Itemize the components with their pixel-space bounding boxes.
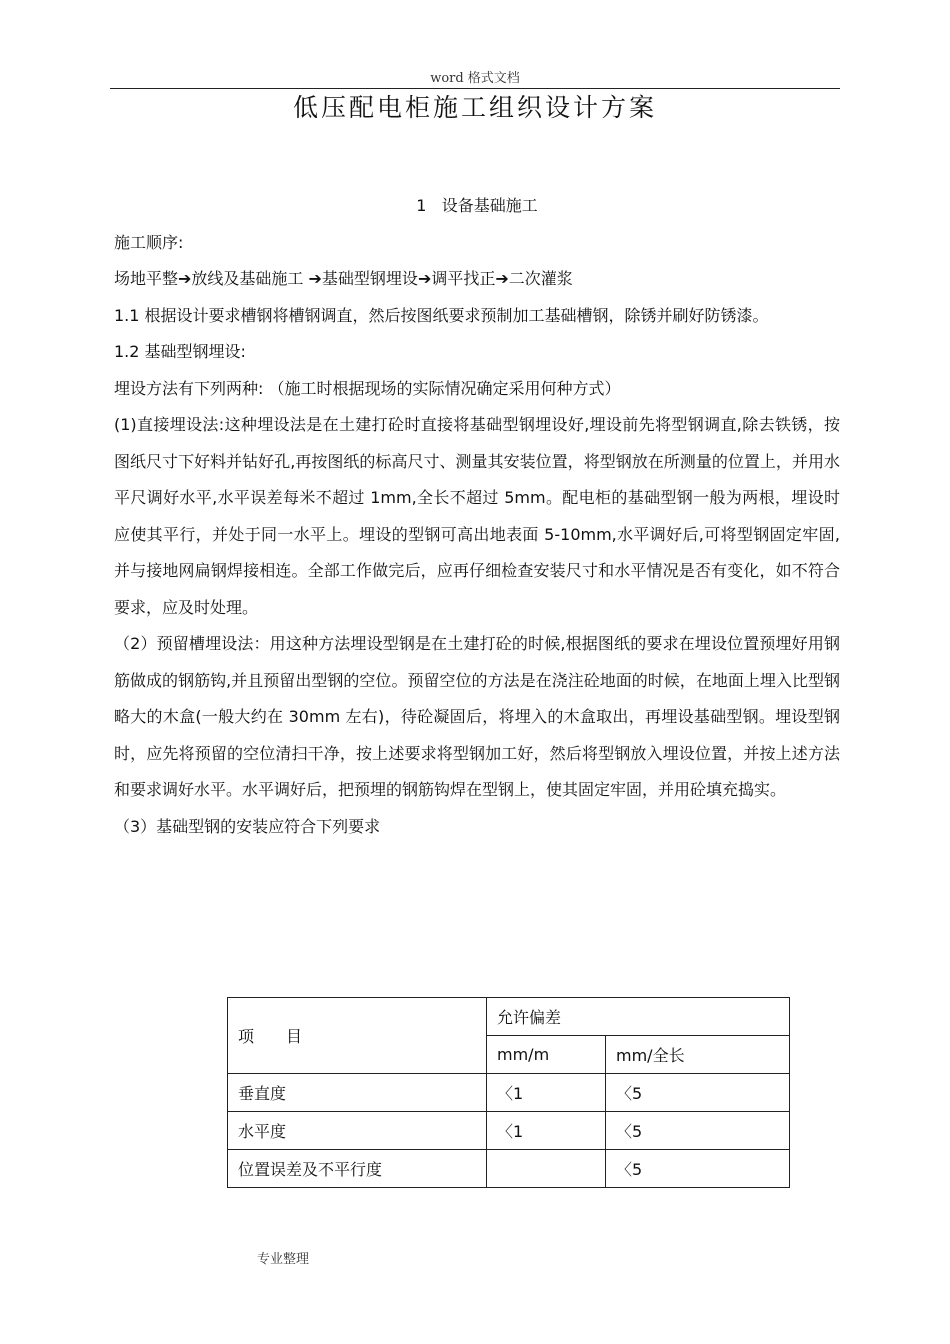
construction-steps [114,261,840,298]
item-cell: 垂直度 [228,1074,487,1112]
tolerance-header-cell: 允许偏差 [487,998,790,1036]
step-1: 场地平整 [114,269,179,288]
step-4: 调平找正 [431,269,496,288]
item-header-cell: 项 目 [228,998,487,1074]
page-header: word 格式文档 [430,71,520,86]
methods-intro: 埋设方法有下列两种: （施工时根据现场的实际情况确定采用何种方式） [114,378,621,398]
full-cell: 〈5 [606,1150,790,1188]
header-divider [110,88,840,89]
per-m-cell [487,1150,606,1188]
method-1-paragraph: (1)直接埋设法:这种埋设法是在土建打砼时直接将基础型钢埋设好,埋设前先将型钢调直,除去铁锈，按图纸尺寸下好料并钻好孔,再按图纸的标高尺寸、测量其安装位置，将型钢放在所测量的位置上，并用水平尺调好水平,水平误差每米不超过 1mm,全长不超过 5mm。配电柜的基础型钢一般为两根，埋设时应使其平行，并处于同一水平上。埋设的型钢可高出地表面 5-10mm,水平调好后,可将型钢固定牢固,并与接地网扁钢焊接相连。全部工作做完后，应再仔细检查安装尺寸和水平情况是否有变化，如不符合要求，应及时处理。 [114,415,840,617]
arrow-icon: ➔ [495,269,509,288]
unit-per-m-cell: mm/m [487,1036,606,1074]
section-heading [114,188,840,225]
unit-full-cell: mm/全长 [606,1036,790,1074]
step-5: 二次灌浆 [508,269,573,288]
per-m-cell: 〈1 [487,1112,606,1150]
table-row [228,1150,790,1188]
table-row [228,1074,790,1112]
arrow-icon: ➔ [417,269,432,288]
document-body [114,188,840,845]
per-m-cell: 〈1 [487,1074,606,1112]
section-number: 1 [416,196,427,215]
table-row [228,1112,790,1150]
step-3: 基础型钢埋设 [321,269,418,288]
tolerance-table [227,997,790,1188]
paragraph-1-1: 1.1 根据设计要求槽钢将槽钢调直，然后按图纸要求预制加工基础槽钢，除锈并刷好防锈漆。 [114,305,769,325]
section-title: 设备基础施工 [441,196,538,215]
item-cell: 水平度 [228,1112,487,1150]
item-cell: 位置误差及不平行度 [228,1150,487,1188]
document-title: 低压配电柜施工组织设计方案 [292,93,657,122]
construction-order-label: 施工顺序: [114,232,184,252]
full-cell: 〈5 [606,1112,790,1150]
arrow-icon: ➔ [308,269,322,288]
arrow-icon: ➔ [178,269,192,288]
paragraph-1-2: 1.2 基础型钢埋设: [114,342,246,361]
method-3-paragraph: （3）基础型钢的安装应符合下列要求 [114,816,381,836]
method-2-paragraph: （2）预留槽埋设法：用这种方法埋设型钢是在土建打砼的时候,根据图纸的要求在埋设位置预埋好用钢筋做成的钢筋钩,并且预留出型钢的空位。预留空位的方法是在浇注砼地面的时候，在地面上埋入比型钢略大的木盒(一般大约在 30mm 左右)，待砼凝固后，将埋入的木盒取出，再埋设基础型钢。埋设型钢时，应先将预留的空位清扫干净，按上述要求将型钢加工好，然后将型钢放入埋设位置，并按上述方法和要求调好水平。水平调好后，把预埋的钢筋钩焊在型钢上，使其固定牢固，并用砼填充捣实。 [114,634,840,799]
page-footer: 专业整理 [257,1252,310,1267]
step-2: 放线及基础施工 [191,269,309,288]
full-cell: 〈5 [606,1074,790,1112]
table-row [228,998,790,1036]
